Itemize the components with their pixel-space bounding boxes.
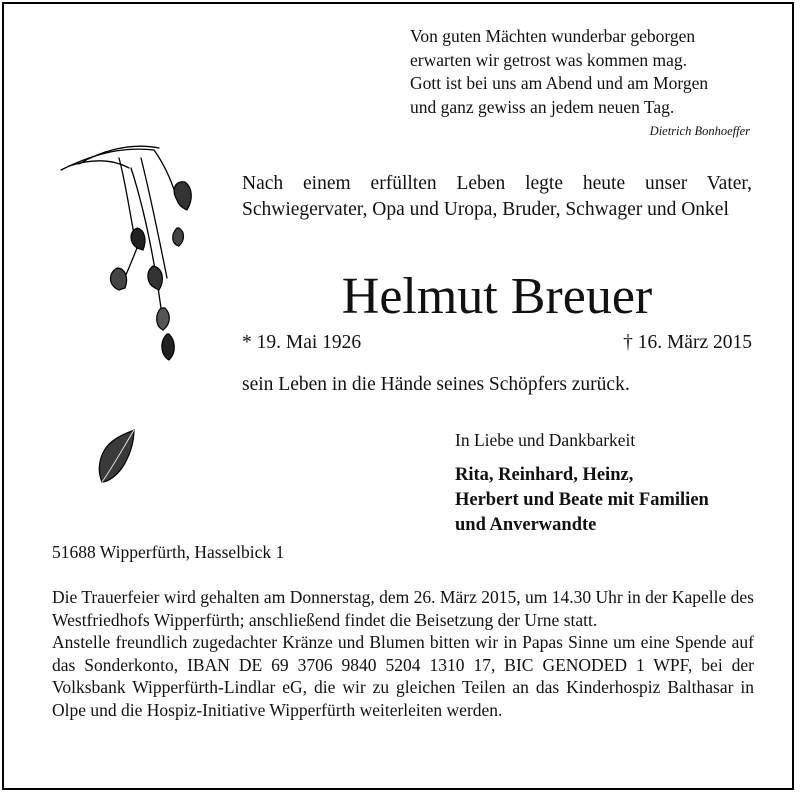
donation-paragraph: Anstelle freundlich zugedachter Kränze und Blumen bitten wir in Papas Sinne um eine Spende auf das Sonderkonto, IBAN DE 69 3706 9840 5204 1310 17, BIC GENODED 1 WPF, bei der Volksbank Wipperfürth-Lindlar eG, die wir zu gleichen Teilen an das Kinderhospiz Balthasar in Olpe und die Hospiz-Initiative Wipperfürth weiterleiten werden. xyxy=(52,632,754,720)
poem-line: und ganz gewiss an jedem neuen Tag. xyxy=(410,96,675,117)
life-dates xyxy=(242,332,752,354)
poem xyxy=(410,25,750,119)
life-text: sein Leben in die Hände seines Schöpfers zurück. xyxy=(242,374,630,395)
deceased-name: Helmut Breuer xyxy=(341,268,653,325)
poem-line: Von guten Mächten wunderbar geborgen xyxy=(410,26,696,46)
poem-line: erwarten wir getrost was kommen mag. xyxy=(410,49,688,70)
falling-leaf-illustration xyxy=(94,428,138,486)
death-date: † 16. März 2015 xyxy=(623,332,752,353)
family-line: und Anverwandte xyxy=(455,515,597,535)
family-signature xyxy=(455,463,709,538)
family-line: Rita, Reinhard, Heinz, xyxy=(455,465,634,485)
intro-text: Nach einem erfüllten Leben legte heute unser Vater, Schwiegervater, Opa und Uropa, Bruder, Schwager und Onkel xyxy=(242,173,752,220)
funeral-paragraph: Die Trauerfeier wird gehalten am Donnerstag, dem 26. März 2015, um 14.30 Uhr in der Kapelle des Westfriedhofs Wipperfürth; anschließend findet die Beisetzung der Urne statt. xyxy=(52,587,754,630)
address: 51688 Wipperfürth, Hasselbick 1 xyxy=(52,542,285,562)
poem-line: Gott ist bei uns am Abend und am Morgen xyxy=(410,73,709,93)
poem-author: Dietrich Bonhoeffer xyxy=(649,124,750,138)
birth-date: * 19. Mai 1926 xyxy=(242,332,362,353)
family-line: Herbert und Beate mit Familien xyxy=(455,490,709,510)
obituary-notice xyxy=(2,2,794,790)
notice-text xyxy=(52,586,754,721)
thanks-line: In Liebe und Dankbarkeit xyxy=(455,430,636,450)
birch-branch-illustration xyxy=(59,138,219,370)
